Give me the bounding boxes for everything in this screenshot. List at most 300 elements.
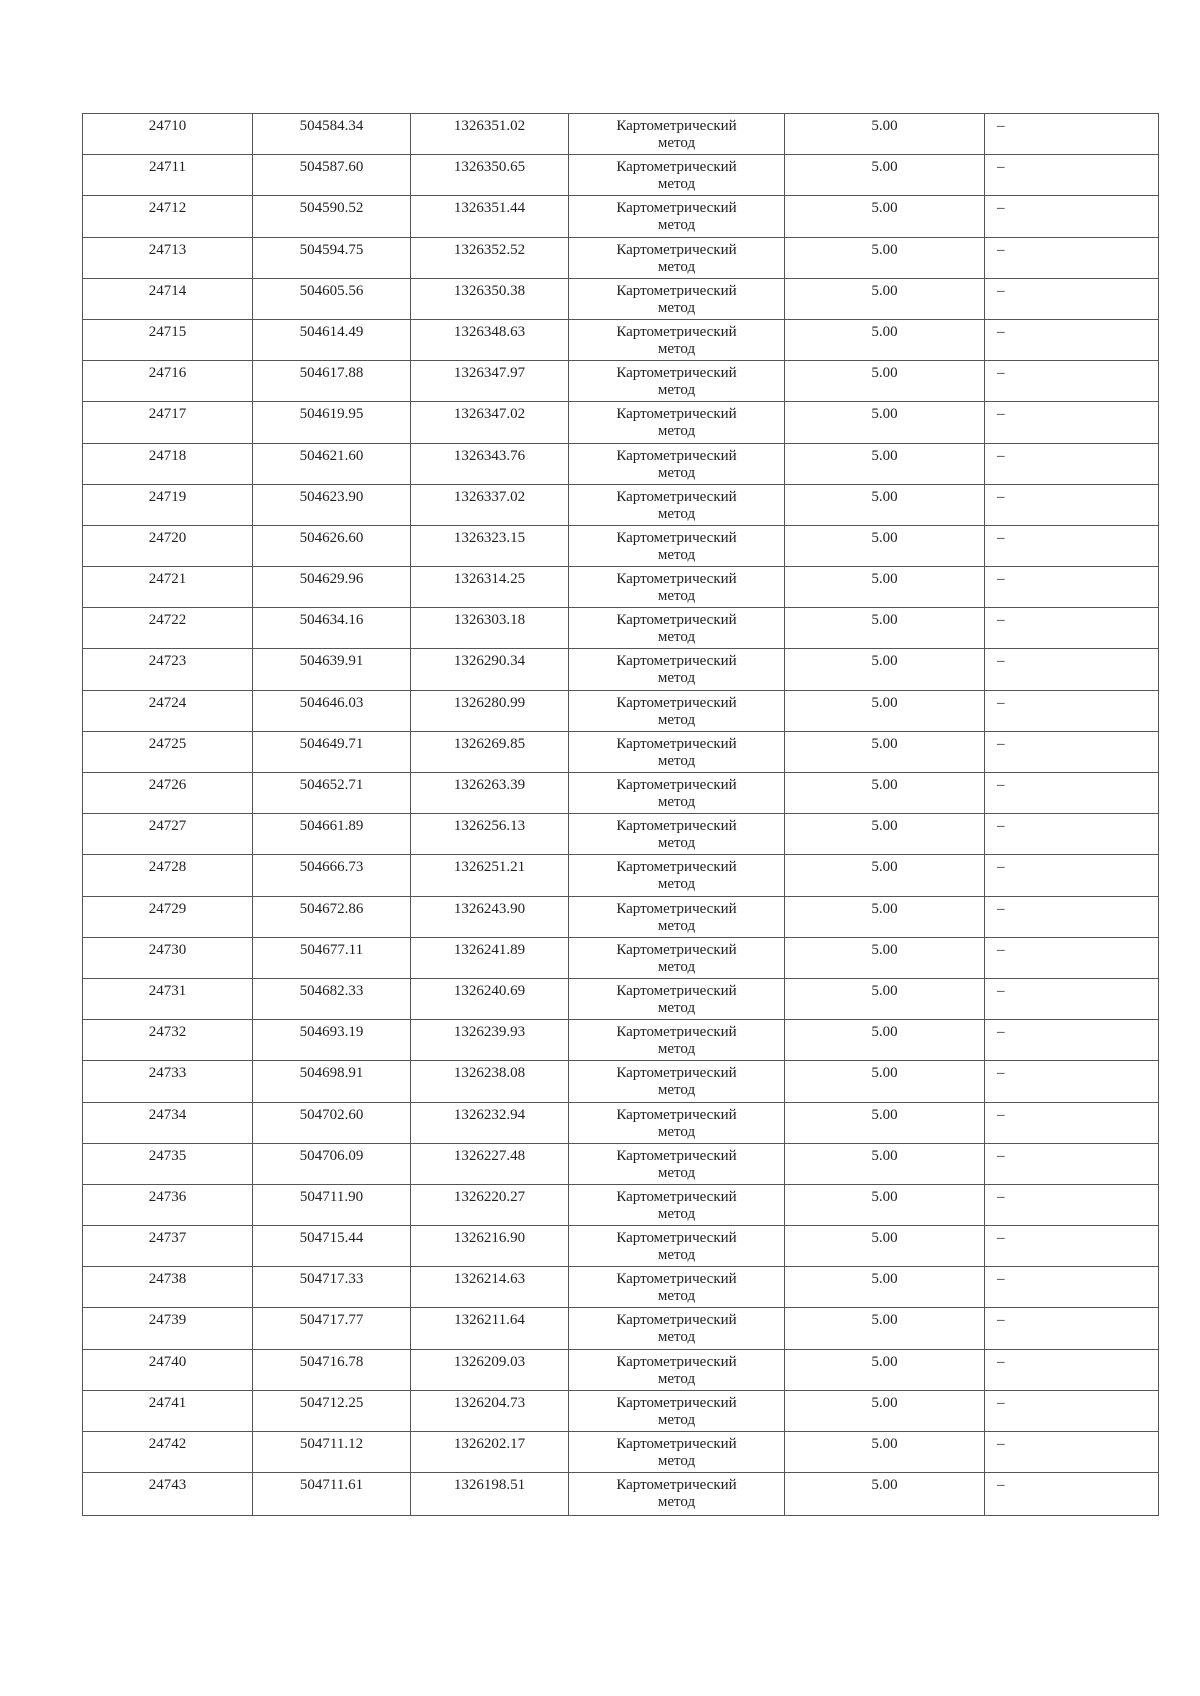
method-line-2: метод — [657, 876, 696, 893]
accuracy-cell-text: 5.00 — [871, 1353, 898, 1370]
y-coordinate-cell — [411, 1061, 569, 1102]
accuracy-cell-text: 5.00 — [871, 941, 898, 958]
note-cell-text: – — [997, 241, 1005, 258]
y-coordinate-cell — [411, 443, 569, 484]
x-coordinate-cell-text: 504698.91 — [299, 1065, 364, 1082]
x-coordinate-cell — [253, 1143, 411, 1184]
note-cell-text: – — [997, 200, 1005, 217]
note-cell-text: – — [997, 1147, 1005, 1164]
note-cell — [985, 1020, 1159, 1061]
y-coordinate-cell — [411, 773, 569, 814]
y-coordinate-cell-text: 1326220.27 — [453, 1188, 526, 1205]
y-coordinate-cell — [411, 690, 569, 731]
point-number-cell-text: 24740 — [148, 1353, 187, 1370]
accuracy-cell-text: 5.00 — [871, 571, 898, 588]
x-coordinate-cell-text: 504617.88 — [299, 365, 364, 382]
note-cell — [985, 1184, 1159, 1225]
method-cell — [569, 237, 785, 278]
accuracy-cell-text: 5.00 — [871, 900, 898, 917]
method-cell — [569, 114, 785, 155]
point-number-cell-text: 24736 — [148, 1188, 187, 1205]
point-number-cell-text: 24729 — [148, 900, 187, 917]
point-number-cell — [83, 1226, 253, 1267]
accuracy-cell-text: 5.00 — [871, 859, 898, 876]
point-number-cell-text: 24724 — [148, 694, 187, 711]
method-cell — [569, 525, 785, 566]
accuracy-cell-text: 5.00 — [871, 653, 898, 670]
note-cell — [985, 937, 1159, 978]
y-coordinate-cell-text: 1326263.39 — [453, 777, 526, 793]
y-coordinate-cell — [411, 402, 569, 443]
method-line-2: метод — [657, 917, 696, 934]
x-coordinate-cell-text: 504661.89 — [299, 818, 364, 835]
x-coordinate-cell-text: 504677.11 — [299, 941, 364, 958]
x-coordinate-cell — [253, 937, 411, 978]
table-row — [83, 1061, 1159, 1102]
y-coordinate-cell-text: 1326343.76 — [453, 447, 526, 464]
table-row — [83, 1020, 1159, 1061]
accuracy-cell-text: 5.00 — [871, 159, 898, 176]
y-coordinate-cell — [411, 155, 569, 196]
table-row — [83, 237, 1159, 278]
y-coordinate-cell — [411, 484, 569, 525]
note-cell-text: – — [997, 1230, 1005, 1247]
method-cell — [569, 278, 785, 319]
accuracy-cell — [785, 649, 985, 690]
y-coordinate-cell-text: 1326347.97 — [453, 365, 526, 382]
accuracy-cell — [785, 690, 985, 731]
x-coordinate-cell-text: 504702.60 — [299, 1106, 364, 1123]
accuracy-cell — [785, 937, 985, 978]
note-cell-text: – — [997, 1436, 1005, 1452]
table-row — [83, 690, 1159, 731]
point-number-cell-text: 24718 — [148, 447, 187, 464]
y-coordinate-cell-text: 1326350.38 — [453, 282, 526, 299]
point-number-cell-text: 24713 — [148, 241, 187, 258]
method-line-1: Картометрический — [616, 159, 737, 176]
x-coordinate-cell-text: 504594.75 — [299, 241, 364, 258]
point-number-cell-text: 24738 — [148, 1271, 187, 1288]
method-line-1: Картометрический — [616, 653, 737, 670]
point-number-cell-text: 24731 — [148, 982, 187, 999]
point-number-cell-text: 24730 — [148, 941, 187, 958]
accuracy-cell — [785, 1432, 985, 1473]
note-cell — [985, 484, 1159, 525]
x-coordinate-cell — [253, 1226, 411, 1267]
accuracy-cell — [785, 1143, 985, 1184]
point-number-cell-text: 24725 — [148, 735, 187, 752]
method-cell — [569, 608, 785, 649]
note-cell — [985, 1349, 1159, 1390]
note-cell — [985, 237, 1159, 278]
y-coordinate-cell-text: 1326269.85 — [453, 735, 526, 752]
x-coordinate-cell-text: 504584.34 — [299, 118, 364, 134]
table-row — [83, 1102, 1159, 1143]
y-coordinate-cell — [411, 896, 569, 937]
y-coordinate-cell — [411, 1184, 569, 1225]
method-cell — [569, 690, 785, 731]
point-number-cell-text: 24711 — [149, 159, 186, 176]
note-cell — [985, 319, 1159, 360]
accuracy-cell — [785, 196, 985, 237]
note-cell — [985, 649, 1159, 690]
y-coordinate-cell — [411, 1390, 569, 1431]
y-coordinate-cell — [411, 978, 569, 1019]
note-cell — [985, 278, 1159, 319]
method-cell — [569, 773, 785, 814]
y-coordinate-cell-text: 1326352.52 — [453, 241, 526, 258]
note-cell-text: – — [997, 818, 1005, 835]
y-coordinate-cell — [411, 855, 569, 896]
note-cell — [985, 1226, 1159, 1267]
y-coordinate-cell — [411, 278, 569, 319]
accuracy-cell-text: 5.00 — [871, 488, 898, 505]
x-coordinate-cell-text: 504646.03 — [299, 694, 364, 711]
note-cell-text: – — [997, 365, 1005, 382]
table-row — [83, 1226, 1159, 1267]
accuracy-cell — [785, 484, 985, 525]
method-line-1: Картометрический — [616, 282, 737, 299]
accuracy-cell-text: 5.00 — [871, 200, 898, 217]
note-cell-text: – — [997, 1106, 1005, 1123]
method-line-2: метод — [657, 423, 696, 440]
method-line-2: метод — [657, 1370, 696, 1387]
accuracy-cell — [785, 402, 985, 443]
accuracy-cell-text: 5.00 — [871, 1147, 898, 1164]
accuracy-cell-text: 5.00 — [871, 1106, 898, 1123]
y-coordinate-cell — [411, 525, 569, 566]
table-row — [83, 937, 1159, 978]
method-cell — [569, 731, 785, 772]
accuracy-cell — [785, 731, 985, 772]
table-row — [83, 1184, 1159, 1225]
x-coordinate-cell-text: 504706.09 — [299, 1147, 364, 1164]
y-coordinate-cell-text: 1326209.03 — [453, 1353, 526, 1370]
accuracy-cell-text: 5.00 — [871, 1436, 898, 1452]
note-cell-text: – — [997, 1271, 1005, 1288]
accuracy-cell-text: 5.00 — [871, 529, 898, 546]
y-coordinate-cell-text: 1326198.51 — [453, 1477, 526, 1494]
x-coordinate-cell — [253, 978, 411, 1019]
method-line-1: Картометрический — [616, 900, 737, 917]
accuracy-cell-text: 5.00 — [871, 1312, 898, 1329]
note-cell-text: – — [997, 406, 1005, 423]
point-number-cell-text: 24737 — [148, 1230, 187, 1247]
method-line-2: метод — [657, 1205, 696, 1222]
y-coordinate-cell — [411, 1308, 569, 1349]
y-coordinate-cell-text: 1326204.73 — [453, 1394, 526, 1411]
accuracy-cell-text: 5.00 — [871, 612, 898, 629]
x-coordinate-cell — [253, 690, 411, 731]
point-number-cell-text: 24716 — [148, 365, 187, 382]
accuracy-cell — [785, 608, 985, 649]
point-number-cell-text: 24721 — [148, 571, 187, 588]
table-row — [83, 319, 1159, 360]
x-coordinate-cell-text: 504716.78 — [299, 1353, 364, 1370]
y-coordinate-cell-text: 1326290.34 — [453, 653, 526, 670]
x-coordinate-cell — [253, 1432, 411, 1473]
method-line-1: Картометрический — [616, 200, 737, 217]
note-cell — [985, 567, 1159, 608]
x-coordinate-cell-text: 504629.96 — [299, 571, 364, 588]
y-coordinate-cell-text: 1326211.64 — [454, 1312, 525, 1329]
y-coordinate-cell-text: 1326351.44 — [453, 200, 526, 217]
method-cell — [569, 1432, 785, 1473]
x-coordinate-cell-text: 504666.73 — [299, 859, 364, 876]
point-number-cell — [83, 237, 253, 278]
point-number-cell-text: 24741 — [148, 1394, 187, 1411]
method-cell — [569, 1473, 785, 1516]
method-line-2: метод — [657, 176, 696, 193]
note-cell-text: – — [997, 1188, 1005, 1205]
x-coordinate-cell-text: 504649.71 — [299, 735, 364, 752]
method-cell — [569, 361, 785, 402]
accuracy-cell — [785, 361, 985, 402]
point-number-cell-text: 24726 — [148, 777, 187, 793]
y-coordinate-cell-text: 1326303.18 — [453, 612, 526, 629]
y-coordinate-cell — [411, 567, 569, 608]
note-cell-text: – — [997, 735, 1005, 752]
x-coordinate-cell — [253, 896, 411, 937]
accuracy-cell-text: 5.00 — [871, 982, 898, 999]
table-row — [83, 773, 1159, 814]
note-cell — [985, 155, 1159, 196]
point-number-cell — [83, 278, 253, 319]
method-line-2: метод — [657, 217, 696, 234]
accuracy-cell-text: 5.00 — [871, 241, 898, 258]
table-row — [83, 1432, 1159, 1473]
y-coordinate-cell — [411, 1102, 569, 1143]
y-coordinate-cell — [411, 1143, 569, 1184]
y-coordinate-cell — [411, 361, 569, 402]
table-row — [83, 114, 1159, 155]
accuracy-cell — [785, 319, 985, 360]
x-coordinate-cell — [253, 1184, 411, 1225]
point-number-cell — [83, 937, 253, 978]
method-line-2: метод — [657, 1041, 696, 1058]
accuracy-cell — [785, 278, 985, 319]
accuracy-cell-text: 5.00 — [871, 118, 898, 134]
accuracy-cell-text: 5.00 — [871, 1394, 898, 1411]
x-coordinate-cell-text: 504682.33 — [299, 982, 364, 999]
accuracy-cell — [785, 1061, 985, 1102]
x-coordinate-cell — [253, 114, 411, 155]
note-cell — [985, 525, 1159, 566]
point-number-cell-text: 24727 — [148, 818, 187, 835]
method-cell — [569, 649, 785, 690]
accuracy-cell — [785, 855, 985, 896]
point-number-cell-text: 24710 — [148, 118, 187, 134]
method-line-1: Картометрический — [616, 1353, 737, 1370]
table-row — [83, 278, 1159, 319]
point-number-cell — [83, 361, 253, 402]
point-number-cell — [83, 1143, 253, 1184]
x-coordinate-cell-text: 504626.60 — [299, 529, 364, 546]
point-number-cell — [83, 1432, 253, 1473]
method-line-1: Картометрический — [616, 941, 737, 958]
accuracy-cell — [785, 155, 985, 196]
accuracy-cell-text: 5.00 — [871, 406, 898, 423]
method-line-1: Картометрический — [616, 323, 737, 340]
method-cell — [569, 567, 785, 608]
x-coordinate-cell-text: 504587.60 — [299, 159, 364, 176]
accuracy-cell-text: 5.00 — [871, 735, 898, 752]
y-coordinate-cell-text: 1326347.02 — [453, 406, 526, 423]
method-line-2: метод — [657, 1329, 696, 1346]
accuracy-cell-text: 5.00 — [871, 323, 898, 340]
table-row — [83, 1143, 1159, 1184]
note-cell-text: – — [997, 1394, 1005, 1411]
method-line-2: метод — [657, 1411, 696, 1428]
table-row — [83, 855, 1159, 896]
table-row — [83, 196, 1159, 237]
x-coordinate-cell-text: 504711.90 — [299, 1188, 364, 1205]
x-coordinate-cell — [253, 1102, 411, 1143]
y-coordinate-cell — [411, 319, 569, 360]
method-line-1: Картометрический — [616, 241, 737, 258]
method-line-2: метод — [657, 382, 696, 399]
x-coordinate-cell-text: 504623.90 — [299, 488, 364, 505]
y-coordinate-cell — [411, 937, 569, 978]
note-cell-text: – — [997, 488, 1005, 505]
point-number-cell-text: 24734 — [148, 1106, 187, 1123]
x-coordinate-cell — [253, 319, 411, 360]
y-coordinate-cell-text: 1326350.65 — [453, 159, 526, 176]
point-number-cell-text: 24717 — [148, 406, 187, 423]
coordinates-table-body — [83, 114, 1159, 1516]
point-number-cell — [83, 1308, 253, 1349]
x-coordinate-cell-text: 504590.52 — [299, 200, 364, 217]
note-cell-text: – — [997, 1024, 1005, 1041]
note-cell-text: – — [997, 941, 1005, 958]
method-line-2: метод — [657, 1288, 696, 1305]
table-row — [83, 731, 1159, 772]
x-coordinate-cell-text: 504614.49 — [299, 323, 364, 340]
accuracy-cell-text: 5.00 — [871, 447, 898, 464]
accuracy-cell — [785, 237, 985, 278]
point-number-cell — [83, 319, 253, 360]
accuracy-cell — [785, 814, 985, 855]
y-coordinate-cell — [411, 1267, 569, 1308]
point-number-cell — [83, 1267, 253, 1308]
x-coordinate-cell — [253, 525, 411, 566]
accuracy-cell — [785, 896, 985, 937]
x-coordinate-cell — [253, 855, 411, 896]
point-number-cell — [83, 1061, 253, 1102]
method-cell — [569, 1102, 785, 1143]
x-coordinate-cell — [253, 567, 411, 608]
method-cell — [569, 978, 785, 1019]
point-number-cell — [83, 649, 253, 690]
accuracy-cell — [785, 1349, 985, 1390]
x-coordinate-cell-text: 504605.56 — [299, 282, 364, 299]
note-cell — [985, 1308, 1159, 1349]
method-cell — [569, 196, 785, 237]
note-cell — [985, 1102, 1159, 1143]
x-coordinate-cell-text: 504672.86 — [299, 900, 364, 917]
point-number-cell-text: 24733 — [148, 1065, 187, 1082]
point-number-cell-text: 24732 — [148, 1024, 187, 1041]
note-cell — [985, 361, 1159, 402]
point-number-cell-text: 24723 — [148, 653, 187, 670]
table-row — [83, 1473, 1159, 1516]
point-number-cell — [83, 1102, 253, 1143]
method-cell — [569, 155, 785, 196]
method-line-1: Картометрический — [616, 406, 737, 423]
table-row — [83, 649, 1159, 690]
table-row — [83, 443, 1159, 484]
note-cell — [985, 896, 1159, 937]
method-line-2: метод — [657, 464, 696, 481]
table-row — [83, 155, 1159, 196]
point-number-cell — [83, 731, 253, 772]
accuracy-cell — [785, 1308, 985, 1349]
accuracy-cell-text: 5.00 — [871, 1230, 898, 1247]
y-coordinate-cell-text: 1326351.02 — [453, 118, 526, 134]
note-cell — [985, 402, 1159, 443]
table-row — [83, 1267, 1159, 1308]
method-line-2: метод — [657, 1123, 696, 1140]
table-row — [83, 484, 1159, 525]
point-number-cell — [83, 525, 253, 566]
method-line-1: Картометрический — [616, 1065, 737, 1082]
method-line-2: метод — [657, 588, 696, 605]
note-cell — [985, 690, 1159, 731]
y-coordinate-cell-text: 1326337.02 — [453, 488, 526, 505]
point-number-cell-text: 24719 — [148, 488, 187, 505]
point-number-cell — [83, 814, 253, 855]
accuracy-cell-text: 5.00 — [871, 1271, 898, 1288]
method-cell — [569, 484, 785, 525]
accuracy-cell — [785, 1102, 985, 1143]
point-number-cell-text: 24728 — [148, 859, 187, 876]
x-coordinate-cell — [253, 1308, 411, 1349]
y-coordinate-cell-text: 1326232.94 — [453, 1106, 526, 1123]
point-number-cell — [83, 1184, 253, 1225]
note-cell — [985, 1061, 1159, 1102]
method-line-2: метод — [657, 999, 696, 1016]
method-line-1: Картометрический — [616, 1394, 737, 1411]
point-number-cell-text: 24735 — [148, 1147, 187, 1164]
note-cell — [985, 1267, 1159, 1308]
method-line-1: Картометрический — [616, 818, 737, 835]
note-cell-text: – — [997, 777, 1005, 793]
note-cell — [985, 196, 1159, 237]
point-number-cell — [83, 773, 253, 814]
method-line-1: Картометрический — [616, 982, 737, 999]
y-coordinate-cell-text: 1326348.63 — [453, 323, 526, 340]
table-row — [83, 978, 1159, 1019]
x-coordinate-cell-text: 504711.61 — [299, 1477, 364, 1494]
y-coordinate-cell-text: 1326227.48 — [453, 1147, 526, 1164]
method-line-1: Картометрический — [616, 488, 737, 505]
accuracy-cell — [785, 1473, 985, 1516]
x-coordinate-cell-text: 504634.16 — [299, 612, 364, 629]
note-cell — [985, 855, 1159, 896]
y-coordinate-cell-text: 1326239.93 — [453, 1024, 526, 1041]
method-line-2: метод — [657, 752, 696, 769]
method-cell — [569, 1184, 785, 1225]
x-coordinate-cell — [253, 1020, 411, 1061]
note-cell — [985, 114, 1159, 155]
x-coordinate-cell — [253, 1061, 411, 1102]
x-coordinate-cell-text: 504652.71 — [299, 777, 364, 793]
point-number-cell — [83, 155, 253, 196]
y-coordinate-cell-text: 1326314.25 — [453, 571, 526, 588]
accuracy-cell-text: 5.00 — [871, 282, 898, 299]
method-line-1: Картометрический — [616, 447, 737, 464]
point-number-cell-text: 24720 — [148, 529, 187, 546]
